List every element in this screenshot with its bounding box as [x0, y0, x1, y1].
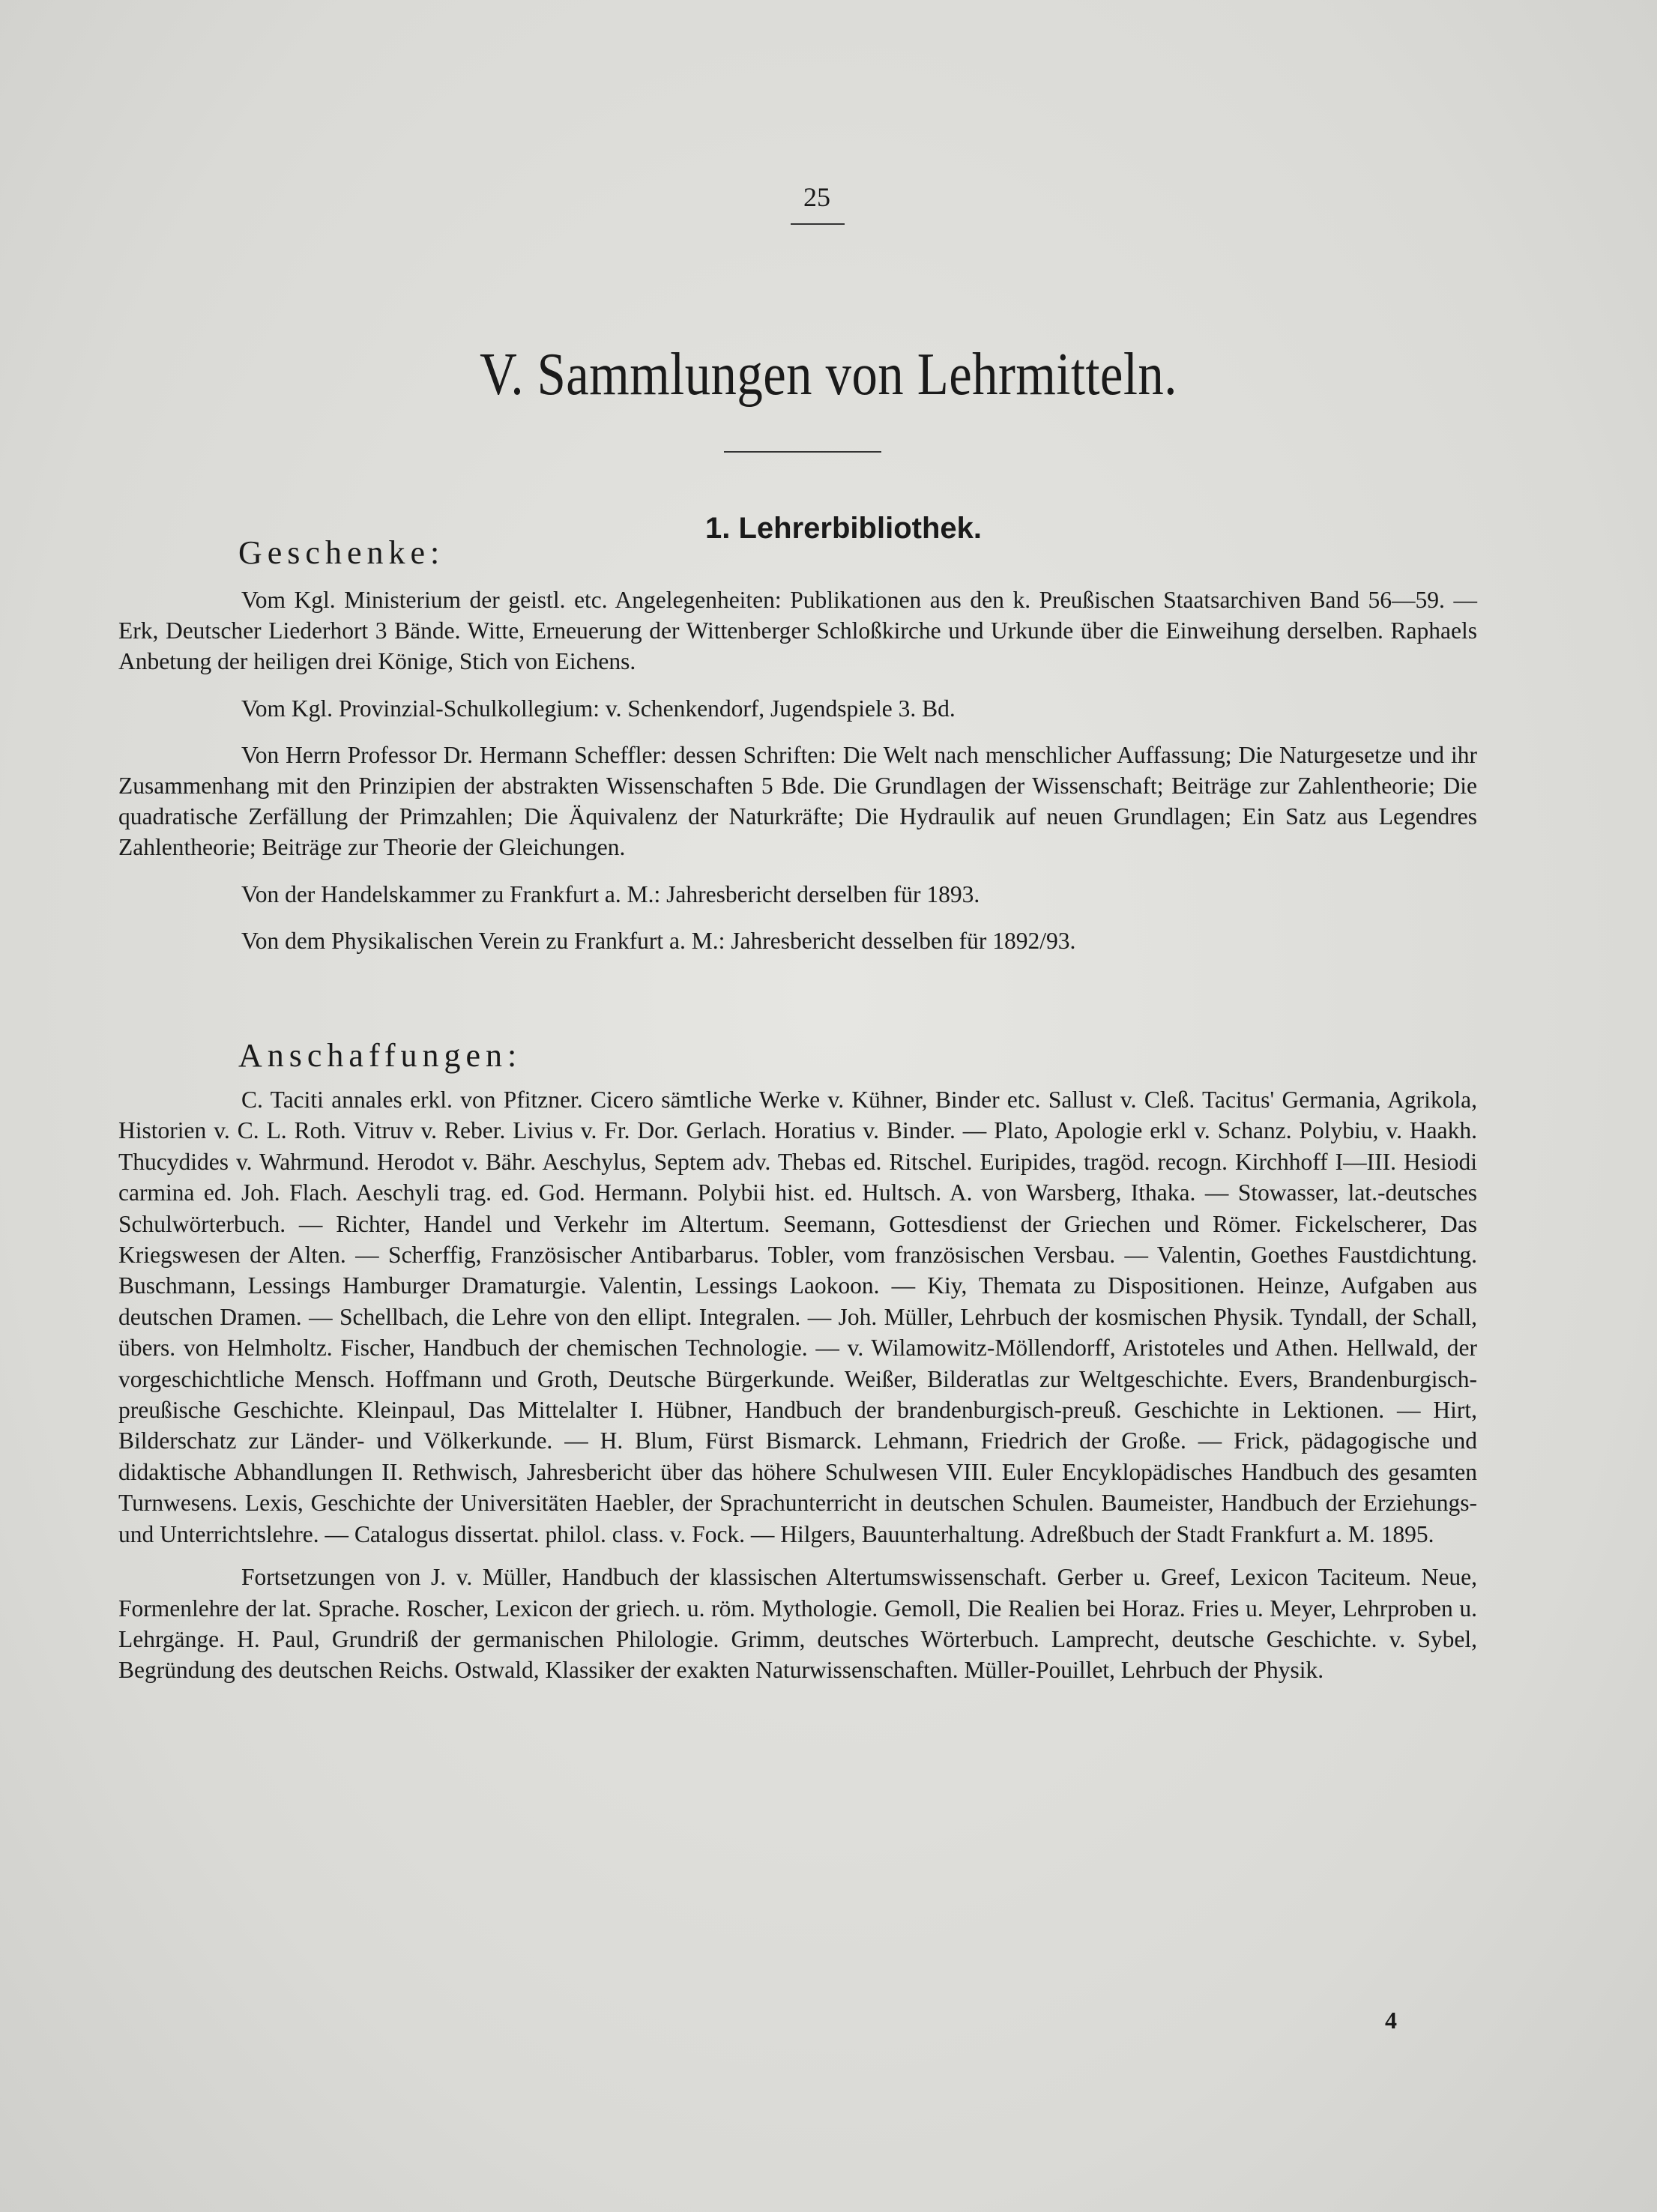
- chapter-title: V. Sammlungen von Lehrmitteln.: [480, 342, 1177, 408]
- page-number: 25: [803, 182, 830, 212]
- gifts-label: Geschenke:: [238, 534, 445, 571]
- sheet-signature: 4: [1385, 2007, 1397, 2034]
- gifts-list: [118, 584, 1477, 972]
- acquisitions-label: Anschaffungen:: [238, 1037, 522, 1074]
- gift-entry: Von der Handelskammer zu Frankfurt a. M.: Jahresbericht derselben für 1893.: [241, 880, 980, 907]
- page-number-rule: [791, 223, 845, 225]
- title-rule: [724, 451, 881, 453]
- gift-entry: Vom Kgl. Provinzial-Schulkollegium: v. Schenkendorf, Jugendspiele 3. Bd.: [241, 695, 956, 722]
- acquisitions-list: [118, 1084, 1477, 1686]
- continuation-entry: Fortsetzungen von J. v. Müller, Handbuch der klassischen Altertumswissenschaft. Gerber u. Greef, Lexicon Taciteum. Neue, Formenlehre der lat. Sprache. Roscher, Lexicon der griech. u. röm. Mythologie. Gemoll, Die Realien bei Horaz. Fries u. Meyer, Lehrproben u. Lehrgänge. H. Paul, Grundriß der germanischen Philologie. Grimm, deutsches Wörterbuch. Lamprecht, deutsche Geschichte. v. Sybel, Begründung des deutschen Reichs. Ostwald, Klassiker der exakten Naturwissenschaften. Müller-Pouillet, Lehrbuch der Physik.: [118, 1564, 1477, 1684]
- acquisition-entry: C. Taciti annales erkl. von Pfitzner. Cicero sämtliche Werke v. Kühner, Binder etc. Sallust v. Cleß. Tacitus' Germania, Agrikola, Historien v. C. L. Roth. Vitruv v. Reber. Livius v. Fr. Dor. Gerlach. Horatius v. Binder. — Plato, Apologie erkl v. Schanz. Polybiu, v. Haakh. Thucydides v. Wahrmund. Herodot v. Bähr. Aeschylus, Septem adv. Thebas ed. Ritschel. Euripides, tragöd. recogn. Kirchhoff I—III. Hesiodi carmina ed. Joh. Flach. Aeschyli trag. ed. God. Hermann. Polybii hist. ed. Hultsch. A. von Warsberg, Ithaka. — Stowasser, lat.-deutsches Schulwörterbuch. — Richter, Handel und Verkehr im Altertum. Seemann, Gottesdienst der Griechen und Römer. Fickelscherer, Das Kriegswesen der Alten. — Scherffig, Französischer Antibarbarus. Tobler, vom französischen Versbau. — Valentin, Goethes Faustdichtung. Buschmann, Lessings Hamburger Dramaturgie. Valentin, Lessings Laokoon. — Kiy, Themata zu Dispositionen. Heinze, Aufgaben aus deutschen Dramen. — Schellbach, die Lehre von den ellipt. Integralen. — Joh. Müller, Lehrbuch der kosmischen Physik. Tyndall, der Schall, übers. von Helmholtz. Fischer, Handbuch der chemischen Technologie. — v. Wilamowitz-Möllendorff, Aristoteles und Athen. Hellwald, der vorgeschichtliche Mensch. Hoffmann und Groth, Deutsche Bürgerkunde. Weißer, Bilderatlas zur Weltgeschichte. Evers, Brandenburgisch-preußische Geschichte. Kleinpaul, Das Mittelalter I. Hübner, Handbuch der brandenburgisch-preuß. Geschichte in Lektionen. — Hirt, Bilderschatz zur Länder- und Völkerkunde. — H. Blum, Fürst Bismarck. Lehmann, Friedrich der Große. — Frick, pädagogische und didaktische Abhandlungen II. Rethwisch, Jahresbericht über das höhere Schulwesen VIII. Euler Encyklopädisches Handbuch des gesamten Turnwesens. Lexis, Geschichte der Universitäten Haebler, der Sprachunterricht in deutschen Schulen. Baumeister, Handbuch der Erziehungs- und Unterrichtslehre. — Catalogus dissertat. philol. class. v. Fock. — Hilgers, Bauunterhaltung. Adreßbuch der Stadt Frankfurt a. M. 1895.: [118, 1087, 1477, 1547]
- section-heading: 1. Lehrerbibliothek.: [705, 512, 982, 545]
- gift-entry: Von Herrn Professor Dr. Hermann Scheffler: dessen Schriften: Die Welt nach menschlicher Auffassung; Die Naturgesetze und ihr Zusammenhang mit den Prinzipien der abstrakten Wissenschaften 5 Bde. Die Grundlagen der Wissenschaft; Beiträge zur Zahlentheorie; Die quadratische Zerfällung der Primzahlen; Die Äquivalenz der Naturkräfte; Die Hydraulik auf neuen Grundlagen; Ein Satz aus Legendres Zahlentheorie; Beiträge zur Theorie der Gleichungen.: [118, 741, 1477, 861]
- gift-entry: Vom Kgl. Ministerium der geistl. etc. Angelegenheiten: Publikationen aus den k. Preußischen Staatsarchiven Band 56—59. — Erk, Deutscher Liederhort 3 Bände. Witte, Erneuerung der Wittenberger Schloßkirche und Urkunde über die Einweihung derselben. Raphaels Anbetung der heiligen drei Könige, Stich von Eichens.: [118, 587, 1477, 675]
- gift-entry: Von dem Physikalischen Verein zu Frankfurt a. M.: Jahresbericht desselben für 1892/93.: [241, 927, 1076, 954]
